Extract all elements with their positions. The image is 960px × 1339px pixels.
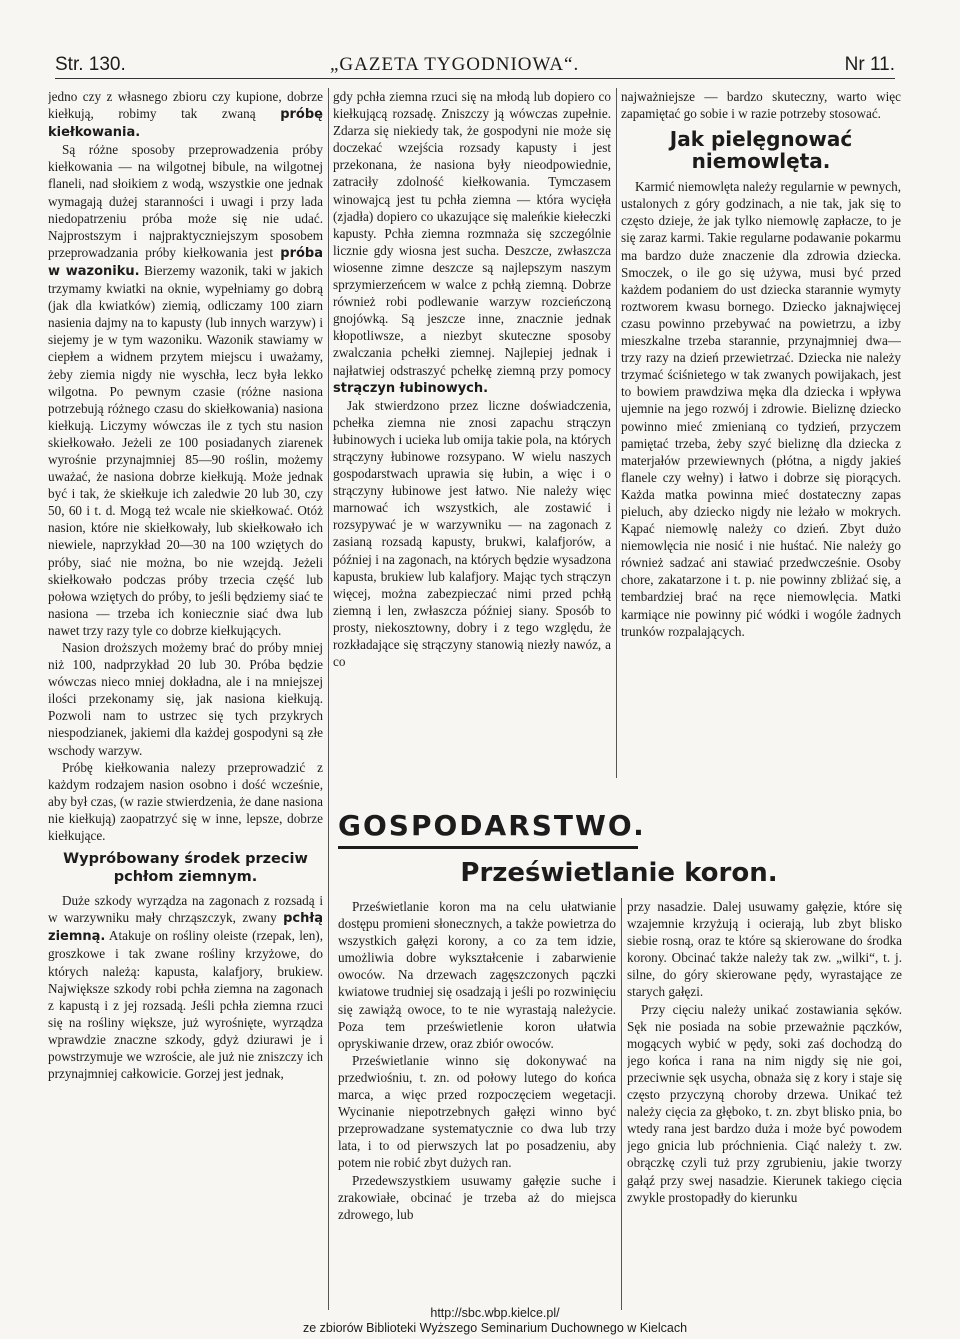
page-number: Str. 130.: [55, 54, 126, 75]
text: jedno czy z własnego zbioru czy kupione, dobrze kiełkują, robimy tak zwaną: [48, 89, 323, 122]
column-4: [338, 898, 616, 1310]
text: Atakuje on rośliny oleiste (rzepak, len), groszkowe i tak zwane rośliny krzyżowe, do których należą: kapusta, kalafjory, brukiew. Największe szkody robi pchła ziemna na zagonach z kapustą i z jej rozsadą. Jeśli pchła ziemna rzuci się na rośliny większe, już wyrośnięte, wyrządza wprawdzie znaczne szkody, gdyż dziurawi je i powstrzymuje we wzroście, ale już nie zniszczy ich przynajmniej całkowicie. Gorzej jest jednak,: [48, 928, 323, 1082]
bold-text: strączyn łubinowych.: [333, 380, 489, 396]
text: Są różne sposoby przeprowadzenia próby kiełkowania — na wilgotnej bibule, na wilgotnej flaneli, nad słoikiem z wodą, wszystkie one jednak wymagają dużej staranności i uwagi i przy lada niedopatrzeniu próba może się nie udać. Najprostszym i najpraktyczniejszym sposobem przeprowadzania próby kiełkowania jest: [48, 142, 323, 260]
paragraph: przy nasadzie. Dalej usuwamy gałęzie, które się wzajemnie krzyżują i ocierają, lub zbyt blisko siebie rosną, oraz te które są skierowane do środka korony. Obcinać także należy tak zw. „wilki“, t. j. silne, do góry skierowane pędy, wyrastające ze starych gałęzi.: [627, 899, 902, 1000]
article-title: Prześwietlanie koron.: [460, 858, 778, 888]
section-title: GOSPODARSTWO.: [338, 808, 638, 849]
article-subheading: Wypróbowany środek przeciw pchłom ziemnym.: [63, 851, 308, 886]
paragraph: Nasion droższych możemy brać do próby mniej niż 100, nadprzykład 20 lub 30. Próba będzie wówczas nieco mniej dokładna, ale i na mniejszej ilości przekonamy się, jak nasiona kiełkują. Pozwoli nam to ustrzec się tych przykrych niespodzianek, jakiemi dla każdej gospodyni są złe wschody warzyw.: [48, 640, 323, 758]
paragraph: Przedewszystkiem usuwamy gałęzie suche i zrakowiałe, obcinać je trzeba aż do miejsca zdrowego, lub: [338, 1172, 616, 1222]
issue-number: Nr 11.: [844, 54, 895, 75]
bold-text: pchłą ziemną.: [48, 911, 323, 945]
bold-text: próbę kiełkowania.: [48, 107, 323, 141]
paragraph: Przy cięciu należy unikać zostawiania sęków. Sęk nie posiada na sobie przeważnie pączków, mogących wybić w pędy, soki zaś dochodzą do jego końca i rana na nim nigdy się nie goi, przeciwnie sęk usycha, obnaża się z kory i staje się często przyczyną choroby drzewa. Unikać też należy cięcia za głęboko, t. zn. zbyt blisko pnia, bo wtedy rana jest bardzo duża i może być powodem jego gnicia lub próchnienia. Ciąć należy t. zw. obrączkę czyli tuż przy zgrubieniu, jakie tworzy gałąź przy swej nasadzie. Kierunek takiego cięcia zwykle prostopadły do kierunku: [627, 1001, 902, 1205]
paragraph: [48, 892, 323, 1082]
column-divider: [621, 898, 622, 1310]
article-subheading: Jak pielęgnować niemowlęta.: [669, 127, 853, 174]
paragraph: [48, 88, 323, 141]
page-footer: [0, 1306, 960, 1336]
paragraph: Próbę kiełkowania nalezy przeprowadzić z każdym rodzajem nasion osobno i dość wcześnie, aby był czas, (w razie stwierdzenia, że dane nasiona nie kiełkują) zaopatrzyć się w inne, lepsze, dobrze kiełkujące.: [48, 759, 323, 844]
bold-text: próba w wazoniku.: [48, 245, 323, 279]
newspaper-title: „GAZETA TYGODNIOWA“.: [330, 54, 580, 75]
column-1: [48, 88, 323, 1318]
column-2: [333, 88, 611, 778]
paragraph: Karmić niemowlęta należy regularnie w pewnych, ustalonych z góry godzinach, a nie tak, jak się to często dzieje, że jak tylko niemowlę zapłacze, to je się zaraz karmi. Takie regularne podawanie pokarmu ma bardzo duże znaczenie dla zdrowia dziecka. Smoczek, o ile go się używa, musi być przed każdem podaniem do ust dziecka starannie wymyty roztworem kwasu bornego. Dziecko jaknajwięcej czasu powinno przebywać na powietrzu, a izby mieszkalne trzeba starannie, przynajmniej dwa—trzy razy na dzień przewietrzać. Dziecka nie należy trzymać ściśnietego w tak zwanych powijakach, jest to bowiem prawdziwa męka dla dziecka i wpływa ujemnie na jego rozwój i zdrowie. Bieliznę dziecko powinno mieć zmienianą co tydzień, przyczem pamiętać trzeba, żeby szyć bieliznę dla dziecka z materjałów przewiewnych (płótna, a nigdy jakieś flanele czy wełny) i łatwo i dobrze się piorących. Każda matka powinna mieć dostateczny zapas pieluch, aby dziecko nigdy nie leżało w mokrych. Kąpać niemowlę należy co dzień. Zbyt dużo niemowlęcia nie nosić i nie huśtać. Nie należy go również sadzać ani stawiać przedwcześnie. Osoby chore, zakatarzone i t. p. nie powinny zbliżać się, a tembardziej brać na ręce niemowlęcia. Matki karmiące nie powinny pić wódki i wogóle żadnych trunków rozpalających.: [621, 179, 901, 639]
text: Duże szkody wyrządza na zagonach z rozsadą i w warzywniku mały chrząszczyk, zwany: [48, 893, 323, 926]
page-header: [55, 48, 895, 79]
paragraph: [48, 141, 323, 639]
paragraph: Prześwietlanie koron ma na celu ułatwianie dostępu promieni słonecznych, a także powietrza do wszystkich gałęzi korony, a co za tem idzie, umożliwia dobre wykształcenie i zabarwienie owoców. Na drzewach zagęszczonych pączki kwiatowe trudniej się osadzają i jeśli po rozwinięciu się zawiążą owoce, to te nie wyrastają należycie. Poza tem prześwietlenie koron ułatwia opryskiwanie drzew, oraz zbiór owoców.: [338, 899, 616, 1051]
paragraph: najważniejsze — bardzo skuteczny, warto więc zapamiętać go sobie i w razie potrzeby stosować.: [621, 89, 901, 122]
column-divider: [616, 88, 617, 778]
paragraph: [333, 88, 611, 397]
text: gdy pchła ziemna rzuci się na młodą lub dopiero co kiełkującą rozsadę. Zniszczy ją wówczas zupełnie. Zdarza się niekiedy tak, że gospodyni nie może się doczekać wzejścia rozsady kapusty i jest przekonana, że nasiona były nieodpowiednie, zatraciły zdolność kiełkowania. Tymczasem winowajcą jest tu pchła ziemna — która wycięła (zjadła) dopiero co ukazujące się maleńkie kiełeczki kapusty. Pchła ziemna rozmnaża się szczególnie licznie gdy wiosna jest sucha. Deszcze, zwłaszcza wiosenne zimne deszcze są najlepszym naszym sprzymierzeńcem w walce z pchłą ziemną. Dobrze również robi podlewanie warzyw rozcieńczoną gnojówką. Są jeszcze inne, znacznie jednak kłopotliwsze, a niezbyt skuteczne sposoby zwalczania pchełki ziemnej. Najlepiej jednak i najłatwiej odstraszyć pchełkę ziemną przy pomocy: [333, 89, 611, 378]
paragraph: Prześwietlanie winno się dokonywać na przedwiośniu, t. zn. od połowy lutego do końca marca, a więc przed rozpoczęciem wegetacji. Wycinanie niepotrzebnych gałęzi winno być przeprowadzane systematycznie co dwa lub trzy lata, i to od pierwszych lat po posadzeniu, aby potem nie robić zbyt dużych ran.: [338, 1052, 616, 1171]
paragraph: Jak stwierdzono przez liczne doświadczenia, pchełka ziemna nie znosi zapachu strączyn łubinowych i ucieka lub omija takie pola, na których strączyny łubinowe rozsypano. W wielu naszych gospodarstwach uprawia się łubin, a więc i o strączyny łubinowe jest łatwo. Nie należy więc marnować ich wszystkich, ale zostawić i rozsypywać je w warzywniku — na zagonach z zasianą rozsadą kapusty, brukwi, kalafjorów, a później i na zagonach, na których będzie wysadzona kapusta, brukiew lub kalafjory. Mając tych strączyn więcej, można zabezpieczać nimi przed pchłą ziemną i len, zwłaszcza później siany. Sposób to prosty, niekosztowny, dobry i z tego względu, że rozkładające się strączyny stanowią niezły nawóz, a co: [333, 397, 611, 670]
footer-source: ze zbiorów Biblioteki Wyższego Seminarium Duchownego w Kielcach: [302, 1321, 688, 1335]
footer-url[interactable]: http://sbc.wbp.kielce.pl/: [430, 1306, 560, 1320]
column-5: [627, 898, 902, 1310]
column-3: [621, 88, 901, 753]
text: Bierzemy wazonik, taki w jakich trzymamy kwiatki na oknie, wypełniamy go dobrą (jak dla kwiatków) ziemią, odliczamy 100 ziarn nasienia dajmy na to kapusty (lub innych warzyw) i siejemy je w tym wazoniku. Wazonik stawiamy w ciepłem a widnem przytem miejscu i uważamy, żeby ziemia nigdy nie wyschła, lecz była lekko wilgotna. Po pewnym czasie (różne nasiona potrzebują różnego czasu do skiełkowania) nasiona kiełkują. Liczymy wówczas ile z tych stu nasion skiełkowało. Jeżeli ze 100 posiadanych ziarenek wyrośnie przynajmniej 85—90 roślin, możemy uważać, że nasiona dobrze kiełkują. Może jednak być i tak, że skiełkuje ich zaledwie 20 lub 30, czy 50, 60 i t. d. Mogą też wcale nie skiełkować. Otóż nasion, które nie skiełkowały, lub skiełkowało ich niewiele, naprzykład 20—30 na 100 wziętych do próby, siać nie można, bo nie wzejdą. Jeżeli skiełkowało podczas próby trzecia część lub połowa wziętych do próby, to jeśli będziemy siać te nasiona — trzeba ich koniecznie siać dwa lub nawet trzy razy tyle co dobrze kiełkujących.: [48, 262, 323, 638]
column-divider: [328, 88, 329, 1310]
